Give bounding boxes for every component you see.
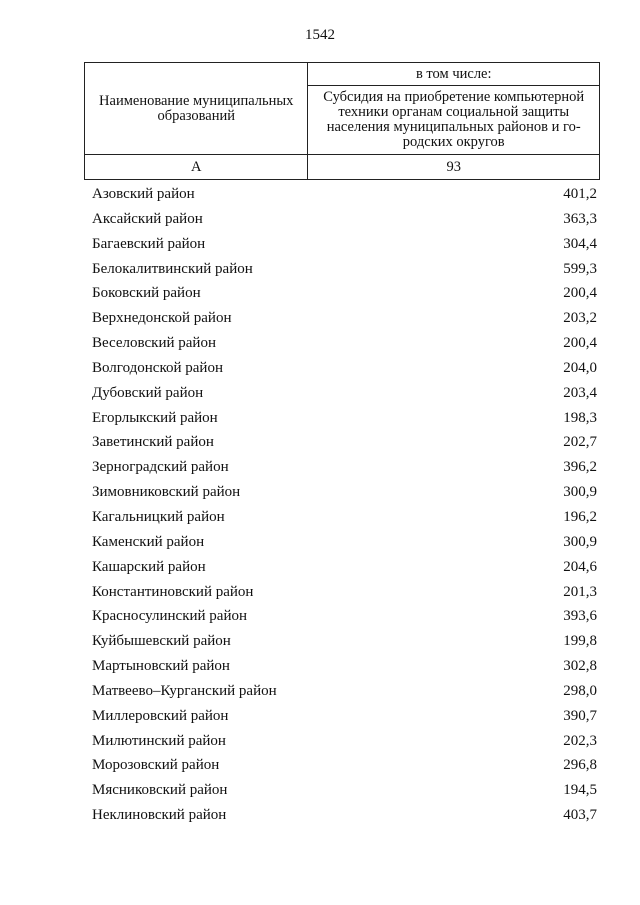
municipality-name: Азовский район [92,186,195,202]
subsidy-value: 390,7 [563,707,597,724]
subsidy-value: 200,4 [563,285,597,302]
municipality-name: Каменский район [92,533,205,550]
table-row [84,629,600,654]
municipality-name: Зерноградский район [92,459,229,476]
subsidy-value: 300,9 [563,533,597,550]
municipality-name: Миллеровский район [92,707,229,724]
subsidy-value: 202,7 [563,434,597,451]
column-index-93: 93 [308,155,600,180]
subsidy-value: 201,3 [563,583,597,600]
table-row [84,381,600,406]
table-row [84,257,600,282]
subsidy-value: 204,6 [563,558,597,575]
table-row [84,182,600,207]
table-row [84,232,600,257]
municipality-name: Багаевский район [92,235,206,252]
municipality-name: Милютинский район [92,732,226,749]
table-row [84,356,600,381]
subsidy-value: 296,8 [563,757,597,774]
table-row [84,580,600,605]
subsidy-value: 199,8 [563,633,597,650]
table-row [84,654,600,679]
table-row [84,480,600,505]
subsidy-value: 302,8 [563,658,597,675]
header-municipality-name: Наименование муниципальных образований [85,63,308,155]
municipality-name: Матвеево–Курганский район [92,682,277,699]
table-row [84,803,600,828]
header-including: в том числе: [308,63,600,86]
subsidy-value: 198,3 [563,409,597,426]
subsidy-value: 196,2 [563,508,597,525]
page-number: 1542 [305,27,335,43]
subsidy-value: 401,2 [563,186,597,202]
subsidy-value: 194,5 [563,782,597,799]
municipality-name: Егорлыкский район [92,409,218,426]
subsidy-value: 298,0 [563,682,597,699]
municipality-name: Морозовский район [92,757,220,774]
table-row [84,753,600,778]
subsidy-value: 300,9 [563,484,597,501]
municipality-name: Куйбышевский район [92,633,231,650]
table-row [84,455,600,480]
subsidy-value: 599,3 [563,260,597,277]
table-row [84,555,600,580]
table-row [84,729,600,754]
subsidy-value: 204,0 [563,359,597,376]
subsidy-value: 403,7 [563,807,597,824]
table-row [84,306,600,331]
table-row [84,778,600,803]
municipality-name: Красносулинский район [92,608,248,625]
municipality-name: Белокалитвинский район [92,260,253,277]
municipality-name: Зимовниковский район [92,484,241,501]
table-row [84,281,600,306]
municipality-name: Кашарский район [92,558,206,575]
municipality-name: Волгодонской район [92,359,223,376]
municipality-name: Дубовский район [92,384,204,401]
municipality-name: Кагальницкий район [92,508,225,525]
column-index-a: А [85,155,308,180]
municipality-name: Мартыновский район [92,658,230,675]
table-row [84,505,600,530]
municipality-name: Мясниковский район [92,782,228,799]
subsidy-value: 363,3 [563,210,597,227]
table-row [84,704,600,729]
table-row [84,430,600,455]
table-row [84,207,600,232]
municipality-name: Аксайский район [92,210,203,227]
table-header [84,62,600,180]
table-row [84,406,600,431]
table-row [84,679,600,704]
subsidy-value: 393,6 [563,608,597,625]
table-row [84,604,600,629]
municipality-name: Веселовский район [92,335,216,352]
table-row [84,530,600,555]
table-body [84,182,600,828]
municipality-name: Заветинский район [92,434,214,451]
table-row [84,331,600,356]
subsidy-value: 396,2 [563,459,597,476]
header-subsidy: Субсидия на приобретение компьютерной техники органам социальной защиты населения муниципальных районов и го-родских округов [308,86,600,155]
municipality-name: Неклиновский район [92,807,227,824]
subsidy-value: 200,4 [563,335,597,352]
subsidy-value: 203,4 [563,384,597,401]
municipality-name: Боковский район [92,285,201,302]
subsidy-value: 203,2 [563,310,597,327]
subsidy-value: 202,3 [563,732,597,749]
municipality-name: Верхнедонской район [92,310,232,327]
subsidy-value: 304,4 [563,235,597,252]
municipality-name: Константиновский район [92,583,254,600]
